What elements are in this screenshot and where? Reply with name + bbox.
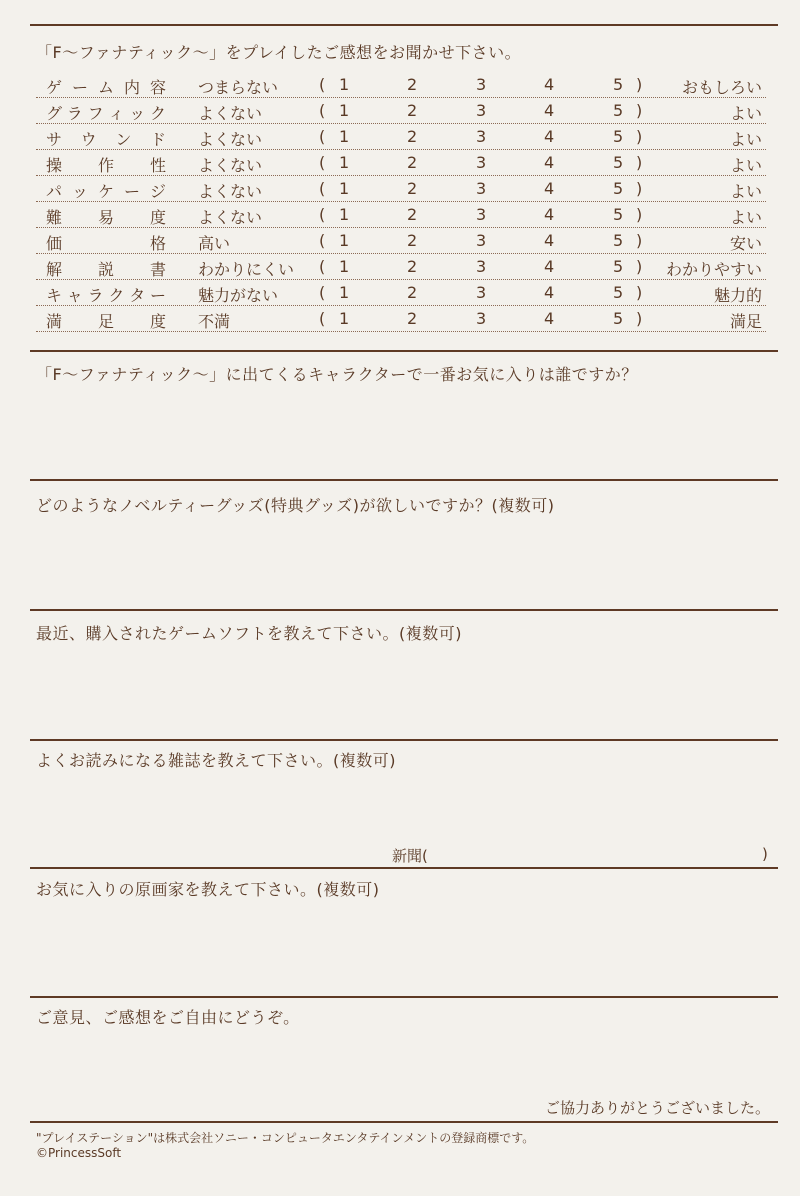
newspaper-field[interactable] (392, 845, 768, 866)
scale-close-paren: ) (636, 75, 643, 94)
scale-open-paren: ( (319, 257, 326, 276)
rating-category-char: ラ (66, 104, 83, 123)
rating-row (36, 98, 766, 124)
scale-option-5[interactable]: 5 (613, 231, 624, 250)
scale-option-3[interactable]: 3 (476, 101, 487, 120)
scale-option-5[interactable]: 5 (613, 309, 624, 328)
rating-row (36, 306, 766, 332)
scale-option-4[interactable]: 4 (544, 283, 555, 302)
rating-low-label: わかりにくい (198, 260, 295, 279)
rating-category-char: ド (149, 130, 166, 149)
rating-category (46, 309, 166, 332)
rating-high-label: わかりやすい (665, 260, 762, 279)
scale-option-4[interactable]: 4 (544, 75, 555, 94)
rating-category-char: ャ (66, 286, 83, 305)
scale-option-3[interactable]: 3 (476, 257, 487, 276)
scale-option-4[interactable]: 4 (544, 153, 555, 172)
scale-option-2[interactable]: 2 (407, 101, 418, 120)
rating-low-label: よくない (198, 130, 263, 149)
rating-category-char: 内 (123, 78, 140, 97)
scale-option-5[interactable]: 5 (613, 127, 624, 146)
scale-option-1[interactable]: 1 (339, 127, 350, 146)
rating-row (36, 72, 766, 98)
scale-close-paren: ) (636, 101, 643, 120)
section-rule (30, 609, 778, 611)
rating-category-char: 説 (97, 260, 114, 279)
rating-category-char: 作 (97, 156, 114, 175)
rating-category (46, 283, 166, 306)
rating-category-char: ン (115, 130, 132, 149)
scale-option-4[interactable]: 4 (544, 231, 555, 250)
scale-open-paren: ( (319, 101, 326, 120)
scale-option-4[interactable]: 4 (544, 127, 555, 146)
scale-option-1[interactable]: 1 (339, 283, 350, 302)
rating-category-char: ム (97, 78, 114, 97)
rating-category-char: 性 (149, 156, 166, 175)
rating-category-char: ク (108, 286, 125, 305)
rating-high-label: よい (729, 208, 762, 227)
scale-option-2[interactable]: 2 (407, 127, 418, 146)
rating-category-char: 書 (149, 260, 166, 279)
rating-category-char: キ (46, 286, 63, 305)
rating-category-char: ゲ (46, 78, 63, 97)
rating-category-char: 操 (46, 156, 63, 175)
trademark-notice: "プレイステーション"は株式会社ソニー・コンピュータエンタテインメントの登録商標です。 (36, 1131, 535, 1145)
scale-option-3[interactable]: 3 (476, 309, 487, 328)
scale-close-paren: ) (636, 153, 643, 172)
scale-option-1[interactable]: 1 (339, 257, 350, 276)
question-favorite-character: 「F～ファナティック～」に出てくるキャラクターで一番お気に入りは誰ですか？ (36, 365, 638, 384)
rating-category (46, 179, 166, 202)
rating-category-char: ク (149, 104, 166, 123)
scale-option-2[interactable]: 2 (407, 153, 418, 172)
scale-option-1[interactable]: 1 (339, 179, 350, 198)
rating-category (46, 257, 166, 280)
rating-category-char: フ (87, 104, 104, 123)
scale-option-4[interactable]: 4 (544, 309, 555, 328)
rating-category-char: ー (149, 286, 166, 305)
rating-category-char: タ (129, 286, 146, 305)
newspaper-label: 新聞( (392, 847, 428, 865)
scale-open-paren: ( (319, 231, 326, 250)
scale-option-3[interactable]: 3 (476, 153, 487, 172)
rating-category-char: 格 (149, 234, 166, 253)
scale-close-paren: ) (636, 231, 643, 250)
rating-row (36, 124, 766, 150)
scale-option-3[interactable]: 3 (476, 75, 487, 94)
rating-category-char: ッ (129, 104, 146, 123)
rating-category-char: サ (46, 130, 63, 149)
scale-option-4[interactable]: 4 (544, 205, 555, 224)
section-rule (30, 1121, 778, 1123)
rating-category (46, 231, 166, 254)
rating-category-char: 満 (46, 312, 63, 331)
rating-low-label: よくない (198, 104, 263, 123)
scale-open-paren: ( (319, 127, 326, 146)
scale-open-paren: ( (319, 283, 326, 302)
section-rule (30, 479, 778, 481)
scale-option-1[interactable]: 1 (339, 309, 350, 328)
rating-high-label: 安い (729, 234, 762, 253)
rating-category-char: ジ (149, 182, 166, 201)
scale-option-3[interactable]: 3 (476, 127, 487, 146)
scale-close-paren: ) (636, 127, 643, 146)
scale-open-paren: ( (319, 153, 326, 172)
question-impressions: 「F～ファナティック～」をプレイしたご感想をお聞かせ下さい。 (36, 43, 522, 62)
scale-option-2[interactable]: 2 (407, 75, 418, 94)
scale-option-1[interactable]: 1 (339, 153, 350, 172)
rating-low-label: つまらない (198, 78, 279, 97)
rating-high-label: よい (729, 130, 762, 149)
scale-option-2[interactable]: 2 (407, 257, 418, 276)
scale-close-paren: ) (636, 257, 643, 276)
rating-category (46, 127, 166, 150)
rating-category-char: ィ (108, 104, 125, 123)
scale-option-2[interactable]: 2 (407, 309, 418, 328)
scale-option-4[interactable]: 4 (544, 179, 555, 198)
rating-category (46, 101, 166, 124)
scale-open-paren: ( (319, 309, 326, 328)
rating-category-char: ウ (80, 130, 97, 149)
scale-option-1[interactable]: 1 (339, 205, 350, 224)
rating-row (36, 150, 766, 176)
question-favorite-artist: お気に入りの原画家を教えて下さい。(複数可) (36, 880, 380, 899)
scale-open-paren: ( (319, 75, 326, 94)
scale-option-3[interactable]: 3 (476, 231, 487, 250)
rating-low-label: 不満 (198, 312, 231, 331)
scale-option-3[interactable]: 3 (476, 283, 487, 302)
scale-option-3[interactable]: 3 (476, 179, 487, 198)
scale-option-5[interactable]: 5 (613, 75, 624, 94)
rating-category-char: グ (46, 104, 63, 123)
scale-option-5[interactable]: 5 (613, 257, 624, 276)
scale-option-3[interactable]: 3 (476, 205, 487, 224)
scale-option-2[interactable]: 2 (407, 283, 418, 302)
section-rule (30, 350, 778, 352)
rating-category-char: ケ (97, 182, 114, 201)
scale-option-5[interactable]: 5 (613, 153, 624, 172)
rating-high-label: よい (729, 156, 762, 175)
rating-low-label: 魅力がない (198, 286, 279, 305)
scale-open-paren: ( (319, 205, 326, 224)
copyright-notice: ©PrincessSoft (36, 1146, 122, 1160)
scale-open-paren: ( (319, 179, 326, 198)
scale-option-1[interactable]: 1 (339, 101, 350, 120)
question-magazines: よくお読みになる雑誌を教えて下さい。(複数可) (36, 751, 396, 770)
rating-high-label: 魅力的 (713, 286, 762, 305)
rating-category-char: 価 (46, 234, 63, 253)
rating-category-char: 解 (46, 260, 63, 279)
rating-category (46, 153, 166, 176)
scale-option-1[interactable]: 1 (339, 231, 350, 250)
scale-close-paren: ) (636, 179, 643, 198)
rating-low-label: 高い (198, 234, 231, 253)
rating-high-label: おもしろい (681, 78, 762, 97)
scale-option-2[interactable]: 2 (407, 205, 418, 224)
scale-option-4[interactable]: 4 (544, 257, 555, 276)
rating-category (46, 75, 166, 98)
rating-category-char: ッ (71, 182, 88, 201)
rating-high-label: 満足 (729, 312, 762, 331)
rating-category-char: 容 (149, 78, 166, 97)
rating-category-char: ー (123, 182, 140, 201)
section-rule (30, 996, 778, 998)
rating-category-char: 度 (149, 312, 166, 331)
scale-close-paren: ) (636, 205, 643, 224)
scale-option-2[interactable]: 2 (407, 231, 418, 250)
rating-row (36, 176, 766, 202)
question-recent-games: 最近、購入されたゲームソフトを教えて下さい。(複数可) (36, 624, 462, 643)
rating-low-label: よくない (198, 182, 263, 201)
scale-option-5[interactable]: 5 (613, 283, 624, 302)
rating-category-char: ラ (87, 286, 104, 305)
scale-close-paren: ) (636, 283, 643, 302)
scale-option-1[interactable]: 1 (339, 75, 350, 94)
question-novelty-goods: どのようなノベルティーグッズ(特典グッズ)が欲しいですか？(複数可) (36, 496, 555, 515)
rating-category (46, 205, 166, 228)
newspaper-close-paren: ) (762, 845, 768, 863)
rating-row (36, 202, 766, 228)
scale-option-5[interactable]: 5 (613, 101, 624, 120)
rating-category-char: ー (71, 78, 88, 97)
rating-category-char: 難 (46, 208, 63, 227)
section-rule (30, 24, 778, 26)
rating-table (36, 72, 766, 332)
scale-option-4[interactable]: 4 (544, 101, 555, 120)
rating-low-label: よくない (198, 208, 263, 227)
rating-row (36, 254, 766, 280)
rating-high-label: よい (729, 182, 762, 201)
rating-category-char: 度 (149, 208, 166, 227)
question-comments: ご意見、ご感想をご自由にどうぞ。 (36, 1008, 300, 1027)
rating-row (36, 228, 766, 254)
thanks-message: ご協力ありがとうございました。 (544, 1099, 770, 1117)
rating-high-label: よい (729, 104, 762, 123)
rating-category-char: 足 (97, 312, 114, 331)
scale-option-5[interactable]: 5 (613, 179, 624, 198)
section-rule (30, 739, 778, 741)
rating-low-label: よくない (198, 156, 263, 175)
section-rule (30, 867, 778, 869)
scale-option-2[interactable]: 2 (407, 179, 418, 198)
rating-row (36, 280, 766, 306)
rating-category-char: パ (46, 182, 63, 201)
rating-category-char: 易 (97, 208, 114, 227)
scale-option-5[interactable]: 5 (613, 205, 624, 224)
scale-close-paren: ) (636, 309, 643, 328)
